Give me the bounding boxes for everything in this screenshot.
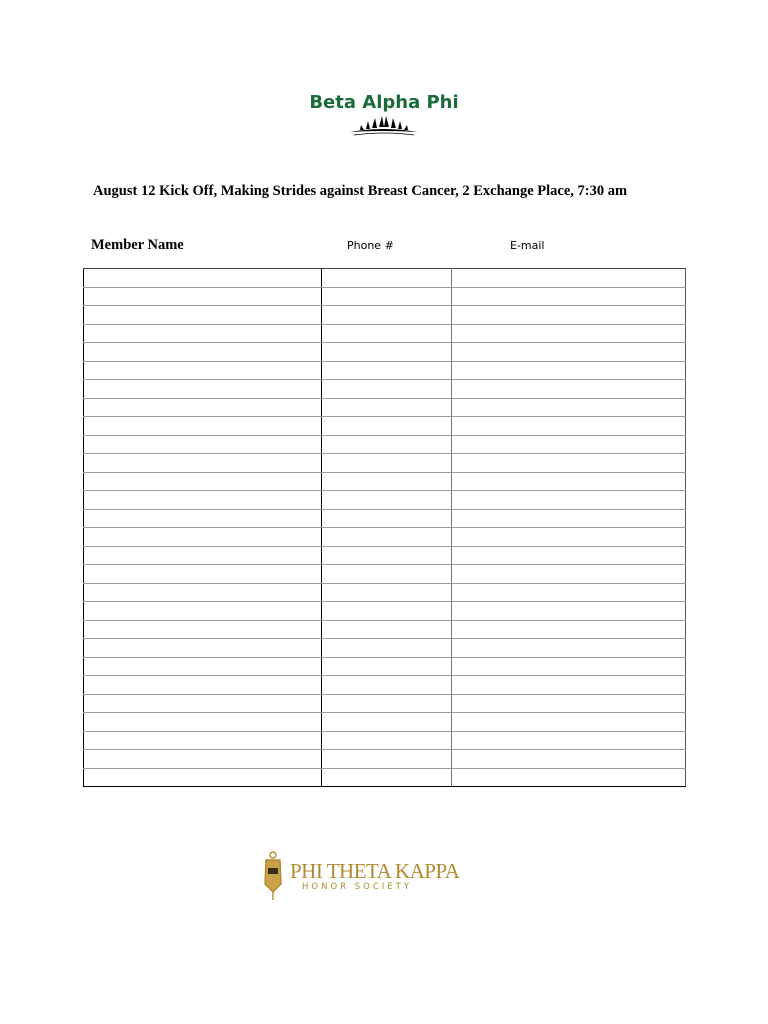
email-cell[interactable] xyxy=(452,361,686,380)
table-row xyxy=(84,435,686,454)
member-name-cell[interactable] xyxy=(84,546,322,565)
email-cell[interactable] xyxy=(452,398,686,417)
table-row xyxy=(84,417,686,436)
phone-cell[interactable] xyxy=(322,546,452,565)
member-name-cell[interactable] xyxy=(84,657,322,676)
table-row xyxy=(84,731,686,750)
phone-cell[interactable] xyxy=(322,528,452,547)
email-cell[interactable] xyxy=(452,713,686,732)
phone-cell[interactable] xyxy=(322,657,452,676)
table-row xyxy=(84,639,686,658)
member-name-cell[interactable] xyxy=(84,620,322,639)
phone-cell[interactable] xyxy=(322,324,452,343)
phone-cell[interactable] xyxy=(322,380,452,399)
member-name-cell[interactable] xyxy=(84,565,322,584)
email-cell[interactable] xyxy=(452,546,686,565)
email-cell[interactable] xyxy=(452,639,686,658)
table-row xyxy=(84,657,686,676)
table-row xyxy=(84,602,686,621)
table-row xyxy=(84,676,686,695)
column-header-phone: Phone # xyxy=(347,239,394,252)
member-name-cell[interactable] xyxy=(84,528,322,547)
table-row xyxy=(84,768,686,787)
phone-cell[interactable] xyxy=(322,306,452,325)
member-name-cell[interactable] xyxy=(84,676,322,695)
phone-cell[interactable] xyxy=(322,435,452,454)
email-cell[interactable] xyxy=(452,287,686,306)
member-name-cell[interactable] xyxy=(84,269,322,288)
member-name-cell[interactable] xyxy=(84,287,322,306)
member-name-cell[interactable] xyxy=(84,361,322,380)
email-cell[interactable] xyxy=(452,306,686,325)
phone-cell[interactable] xyxy=(322,731,452,750)
member-name-cell[interactable] xyxy=(84,602,322,621)
email-cell[interactable] xyxy=(452,750,686,769)
phone-cell[interactable] xyxy=(322,509,452,528)
email-cell[interactable] xyxy=(452,528,686,547)
table-row xyxy=(84,528,686,547)
table-row xyxy=(84,565,686,584)
table-row xyxy=(84,750,686,769)
phone-cell[interactable] xyxy=(322,620,452,639)
member-name-cell[interactable] xyxy=(84,343,322,362)
member-name-cell[interactable] xyxy=(84,380,322,399)
phone-cell[interactable] xyxy=(322,472,452,491)
sunburst-icon xyxy=(348,115,420,137)
email-cell[interactable] xyxy=(452,657,686,676)
phone-cell[interactable] xyxy=(322,269,452,288)
table-row xyxy=(84,546,686,565)
phone-cell[interactable] xyxy=(322,491,452,510)
signin-table xyxy=(83,268,686,787)
phi-theta-kappa-logo xyxy=(260,850,470,902)
phone-cell[interactable] xyxy=(322,694,452,713)
logo-name: PHI THETA KAPPA xyxy=(290,859,460,883)
email-cell[interactable] xyxy=(452,454,686,473)
phone-cell[interactable] xyxy=(322,713,452,732)
table-row xyxy=(84,324,686,343)
table-row xyxy=(84,398,686,417)
member-name-cell[interactable] xyxy=(84,583,322,602)
phone-cell[interactable] xyxy=(322,565,452,584)
email-cell[interactable] xyxy=(452,417,686,436)
member-name-cell[interactable] xyxy=(84,324,322,343)
email-cell[interactable] xyxy=(452,583,686,602)
email-cell[interactable] xyxy=(452,731,686,750)
member-name-cell[interactable] xyxy=(84,731,322,750)
email-cell[interactable] xyxy=(452,565,686,584)
email-cell[interactable] xyxy=(452,768,686,787)
member-name-cell[interactable] xyxy=(84,306,322,325)
table-row xyxy=(84,287,686,306)
member-name-cell[interactable] xyxy=(84,454,322,473)
email-cell[interactable] xyxy=(452,435,686,454)
email-cell[interactable] xyxy=(452,343,686,362)
event-description: August 12 Kick Off, Making Strides against Breast Cancer, 2 Exchange Place, 7:30 am xyxy=(93,183,628,199)
table-row xyxy=(84,472,686,491)
phone-cell[interactable] xyxy=(322,676,452,695)
column-header-member-name: Member Name xyxy=(91,237,184,253)
phone-cell[interactable] xyxy=(322,602,452,621)
key-icon xyxy=(260,850,286,902)
org-title: Beta Alpha Phi xyxy=(309,92,459,113)
member-name-cell[interactable] xyxy=(84,713,322,732)
table-row xyxy=(84,694,686,713)
phone-cell[interactable] xyxy=(322,361,452,380)
phone-cell[interactable] xyxy=(322,398,452,417)
table-row xyxy=(84,509,686,528)
email-cell[interactable] xyxy=(452,472,686,491)
phone-cell[interactable] xyxy=(322,454,452,473)
member-name-cell[interactable] xyxy=(84,750,322,769)
table-row xyxy=(84,380,686,399)
table-row xyxy=(84,361,686,380)
table-row xyxy=(84,454,686,473)
member-name-cell[interactable] xyxy=(84,398,322,417)
member-name-cell[interactable] xyxy=(84,694,322,713)
member-name-cell[interactable] xyxy=(84,491,322,510)
phone-cell[interactable] xyxy=(322,343,452,362)
email-cell[interactable] xyxy=(452,491,686,510)
table-row xyxy=(84,491,686,510)
email-cell[interactable] xyxy=(452,269,686,288)
email-cell[interactable] xyxy=(452,509,686,528)
table-row xyxy=(84,713,686,732)
signin-table-body xyxy=(84,269,686,787)
phone-cell[interactable] xyxy=(322,417,452,436)
phone-cell[interactable] xyxy=(322,768,452,787)
column-header-email: E-mail xyxy=(510,239,545,252)
member-name-cell[interactable] xyxy=(84,472,322,491)
table-row xyxy=(84,343,686,362)
phone-cell[interactable] xyxy=(322,583,452,602)
member-name-cell[interactable] xyxy=(84,509,322,528)
email-cell[interactable] xyxy=(452,380,686,399)
email-cell[interactable] xyxy=(452,676,686,695)
email-cell[interactable] xyxy=(452,324,686,343)
phone-cell[interactable] xyxy=(322,287,452,306)
phone-cell[interactable] xyxy=(322,639,452,658)
email-cell[interactable] xyxy=(452,602,686,621)
member-name-cell[interactable] xyxy=(84,768,322,787)
table-row xyxy=(84,269,686,288)
table-row xyxy=(84,620,686,639)
table-row xyxy=(84,583,686,602)
logo-subtitle: HONOR SOCIETY xyxy=(302,882,413,892)
phone-cell[interactable] xyxy=(322,750,452,769)
member-name-cell[interactable] xyxy=(84,435,322,454)
table-row xyxy=(84,306,686,325)
member-name-cell[interactable] xyxy=(84,639,322,658)
member-name-cell[interactable] xyxy=(84,417,322,436)
email-cell[interactable] xyxy=(452,620,686,639)
email-cell[interactable] xyxy=(452,694,686,713)
